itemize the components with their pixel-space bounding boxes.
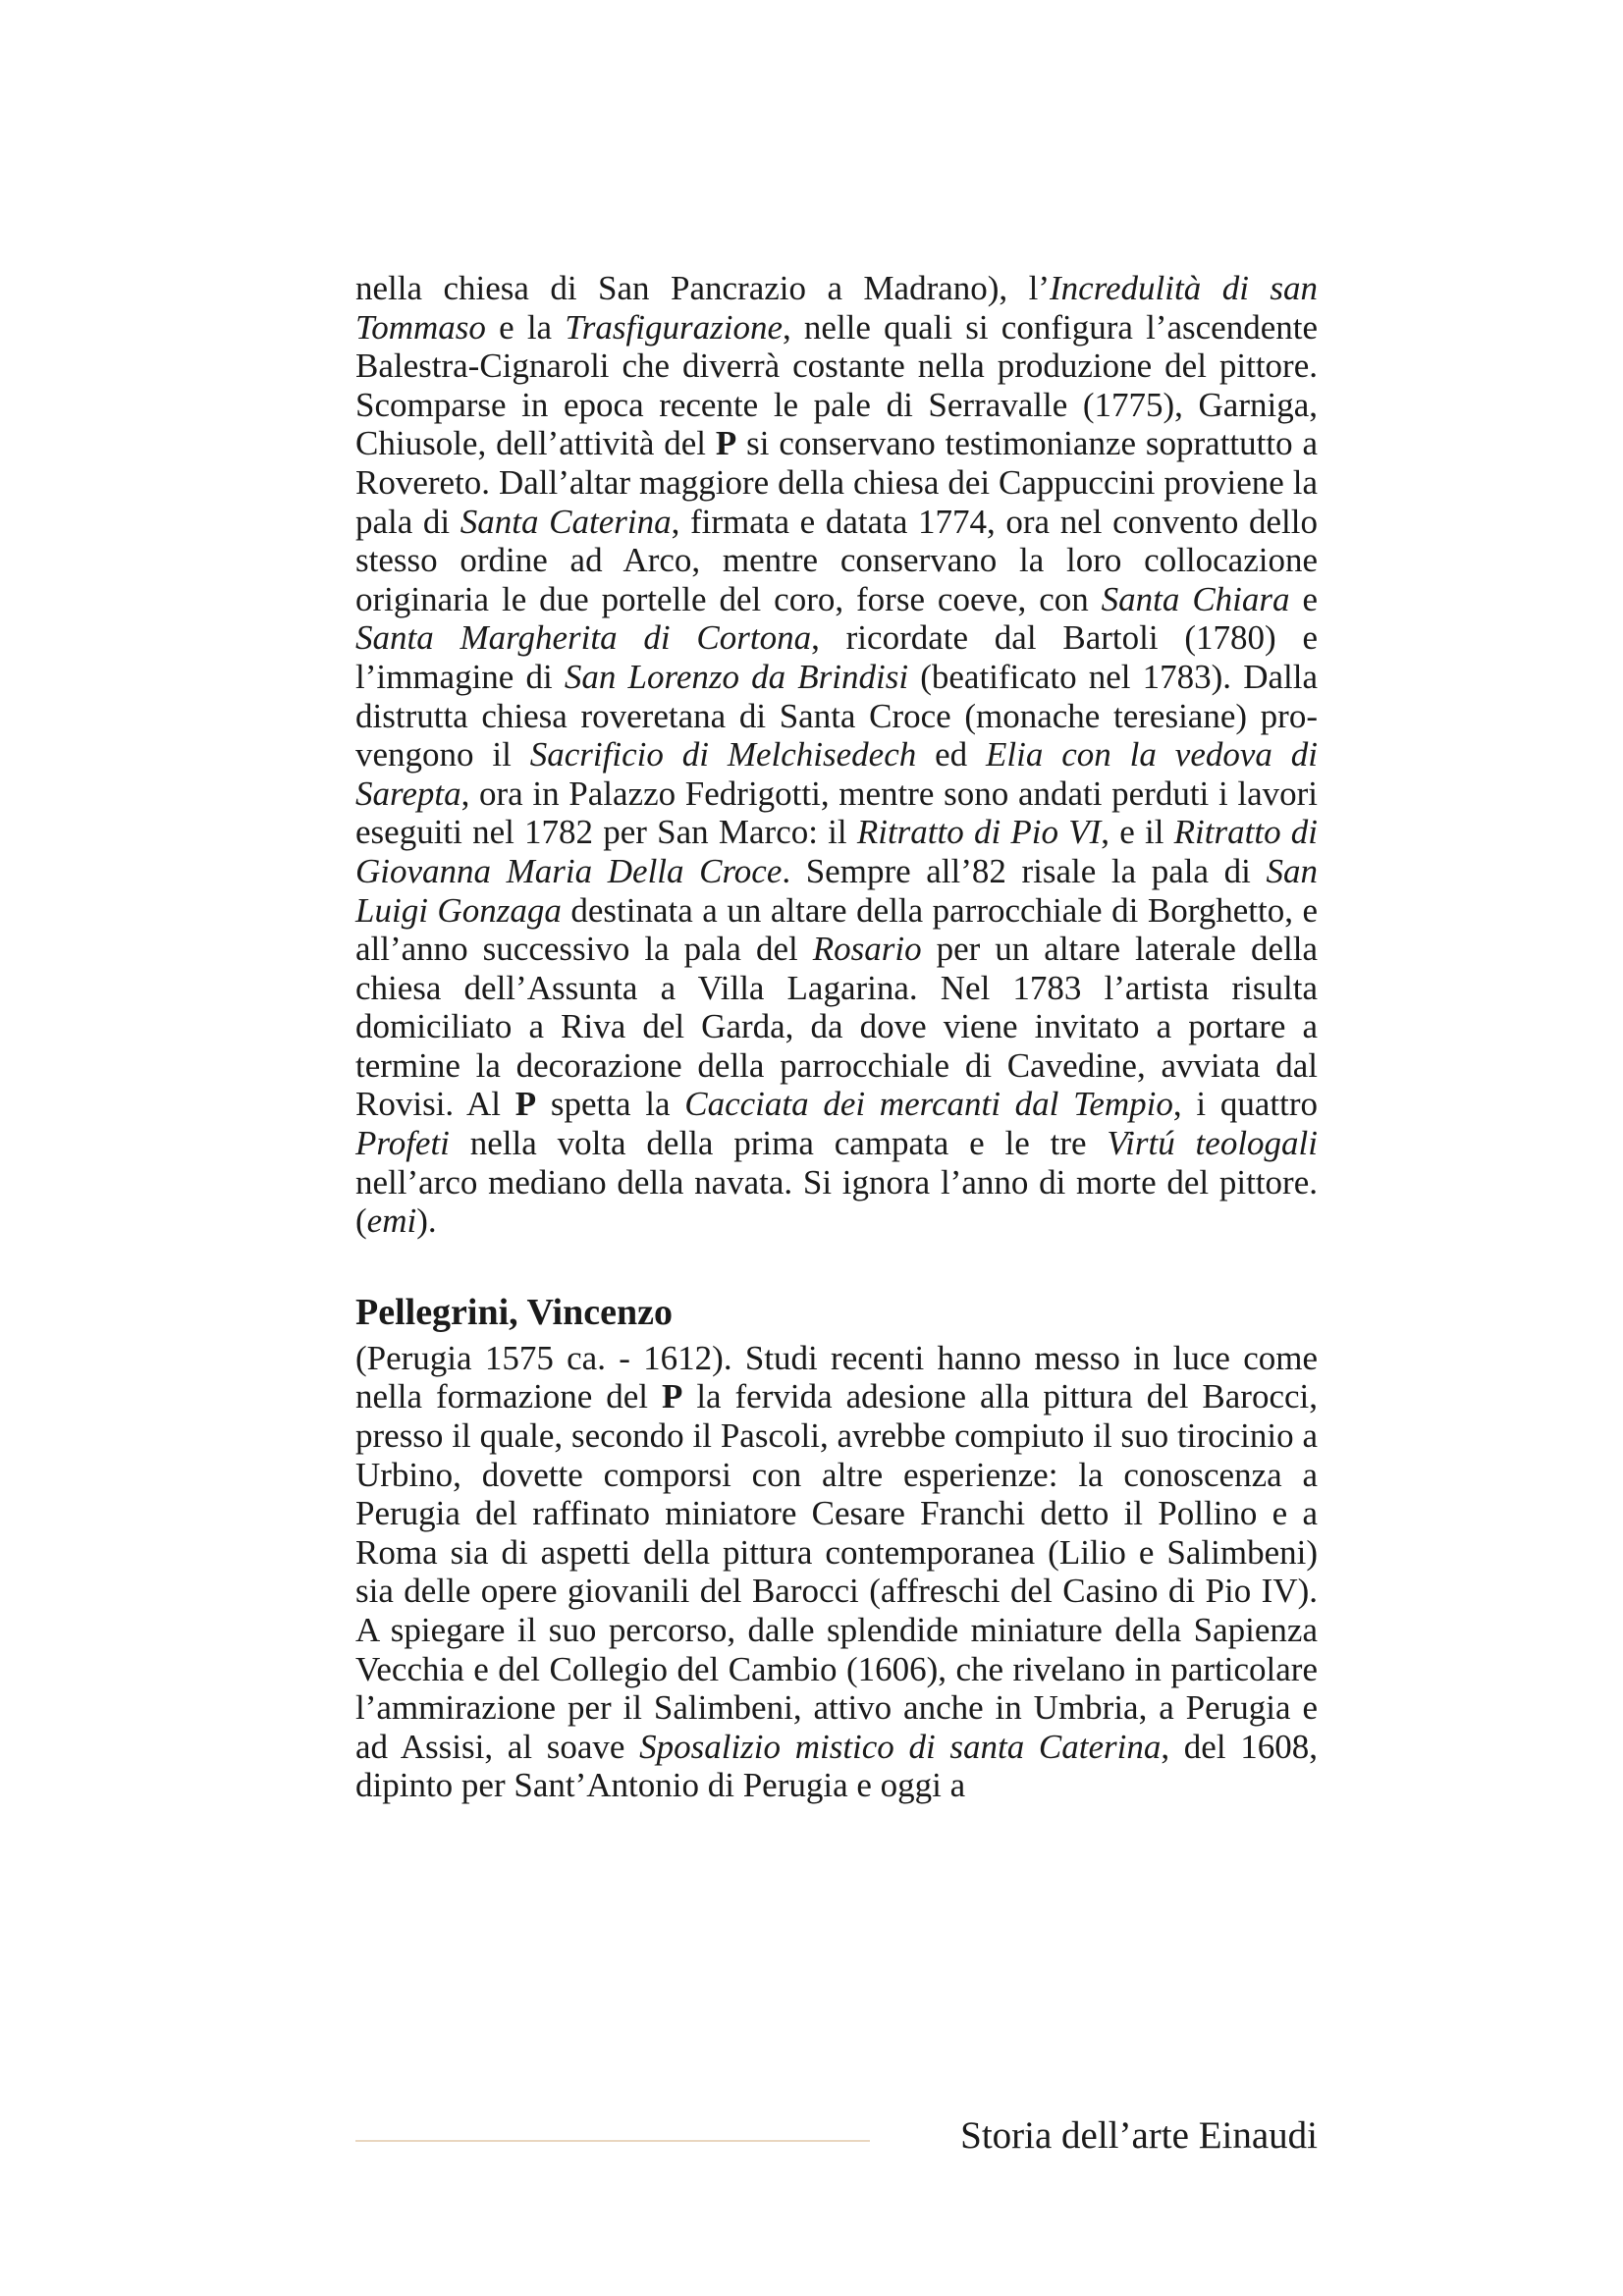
body-text: si conservano testimonianze soprattutto a Rovereto. Dall’altar maggiore della chiesa dei Cappuccini proviene la pala di [355,424,1318,541]
body-text: (beatificato nel 1783). Dalla distrutta chiesa roveretana di Santa Croce (monache teresiane) provengono il [355,657,1318,774]
body-text: , firmata e datata 1774, ora nel convento dello stesso ordine ad Arco, mentre conservano la loro collocazione originaria le due portelle del coro, forse coeve, con [355,502,1318,618]
body-text: ed [916,735,987,774]
body-text: per un altare laterale della chiesa dell’Assunta a Villa Lagarina. Nel 1783 l’artista risulta domiciliato a Riva del Garda, da dove viene invitato a portare a termine la decorazione della parrocchiale di Cavedine, avviata dal Rovisi. Al [355,930,1318,1124]
italic-title-text: Rosario [812,930,922,969]
paragraph-madrano-continuation [355,269,1318,1241]
italic-title-text: Trasfigurazione [565,307,783,347]
italic-title-text: San Luigi Gonzaga [355,851,1318,930]
body-text: . Sempre all’82 risale la pala di [782,851,1267,890]
body-text: , i quattro [1172,1085,1319,1124]
bold-siglum-text: P [715,424,737,463]
page-body [355,269,1318,1805]
italic-title-text: Elia con la vedova di Sarepta [355,735,1318,813]
body-text: nell’arco mediano della navata. Si ignora l’anno di morte del pittore. ( [355,1162,1318,1241]
bold-siglum-text: P [661,1377,683,1416]
body-text: , del 1608, dipinto per Sant’Antonio di Perugia e oggi a [355,1727,1318,1805]
footer-rule [355,2140,870,2142]
body-text: spetta la [536,1085,685,1124]
italic-title-text: Incredulità di san Tommaso [355,269,1318,347]
body-text: nella chiesa di San Pancrazio a Madrano), l’ [355,269,1051,307]
italic-title-text: Cacciata dei mercanti dal Tempio [684,1085,1173,1124]
body-text: (Perugia 1575 ca. - 1612). Studi recenti hanno messo in luce come nella formazione del [355,1338,1318,1416]
body-text: la fervida adesione alla pittura del Barocci, presso il quale, secondo il Pascoli, avrebbe compiuto il suo tirocinio a Urbino, dovette comporsi con altre esperienze: la conoscenza a Perugia del raffinato miniatore Cesare Franchi detto il Pollino e a Roma sia di aspetti della pittura contemporanea (Lilio e Salimbeni) sia delle opere giovanili del Barocci (affreschi del Casino di Pio IV). A spiegare il suo percorso, dalle splendide miniature della Sapienza Vecchia e del Collegio del Cambio (1606), che rivelano in particolare l’ammirazione per il Salimbeni, attivo anche in Umbria, a Perugia e ad Assisi, al soave [355,1377,1319,1766]
italic-title-text: Santa Chiara [1101,579,1290,618]
italic-title-text: Sacrificio di Melchisedech [529,735,917,774]
page-footer [355,2107,1318,2165]
entry-heading-pellegrini: Pellegrini, Vincenzo [355,1291,673,1333]
italic-title-text: Virtú teologali [1107,1124,1318,1163]
italic-title-text: emi [366,1201,417,1241]
body-text: e la [485,307,566,347]
body-text: destinata a un altare della parrocchiale di Borghetto, e all’anno successivo la pala del [355,890,1319,969]
body-text: e [1289,579,1318,618]
body-text: , e il [1101,813,1174,852]
italic-title-text: Santa Caterina [460,502,672,541]
italic-title-text: Santa Margherita di Cortona [355,618,812,658]
body-text: , ricordate dal Bartoli (1780) e l’immagine di [355,618,1318,696]
bold-siglum-text: P [514,1085,537,1124]
italic-title-text: Ritratto di Giovanna Maria Della Croce [355,813,1319,890]
footer-title: Storia dell’arte Einaudi [960,2114,1318,2157]
body-text: , ora in Palazzo Fedrigotti, mentre sono andati perduti i lavori eseguiti nel 1782 per San Marco: il [355,774,1318,852]
body-text: nella volta della prima campata e le tre [449,1124,1108,1163]
paragraph-pellegrini [355,1339,1318,1805]
italic-title-text: San Lorenzo da Brindisi [564,657,909,696]
italic-title-text: Profeti [355,1124,450,1163]
body-text: ). [416,1201,437,1241]
body-text: , nelle quali si configura l’ascendente Balestra-Cignaroli che diverrà costante nella produzione del pittore. Scomparse in epoca recente le pale di Serravalle (1775), Garniga, Chiusole, dell’attività del [355,307,1318,463]
italic-title-text: Ritratto di Pio VI [856,813,1102,852]
italic-title-text: Sposalizio mistico di santa Caterina [639,1727,1162,1766]
